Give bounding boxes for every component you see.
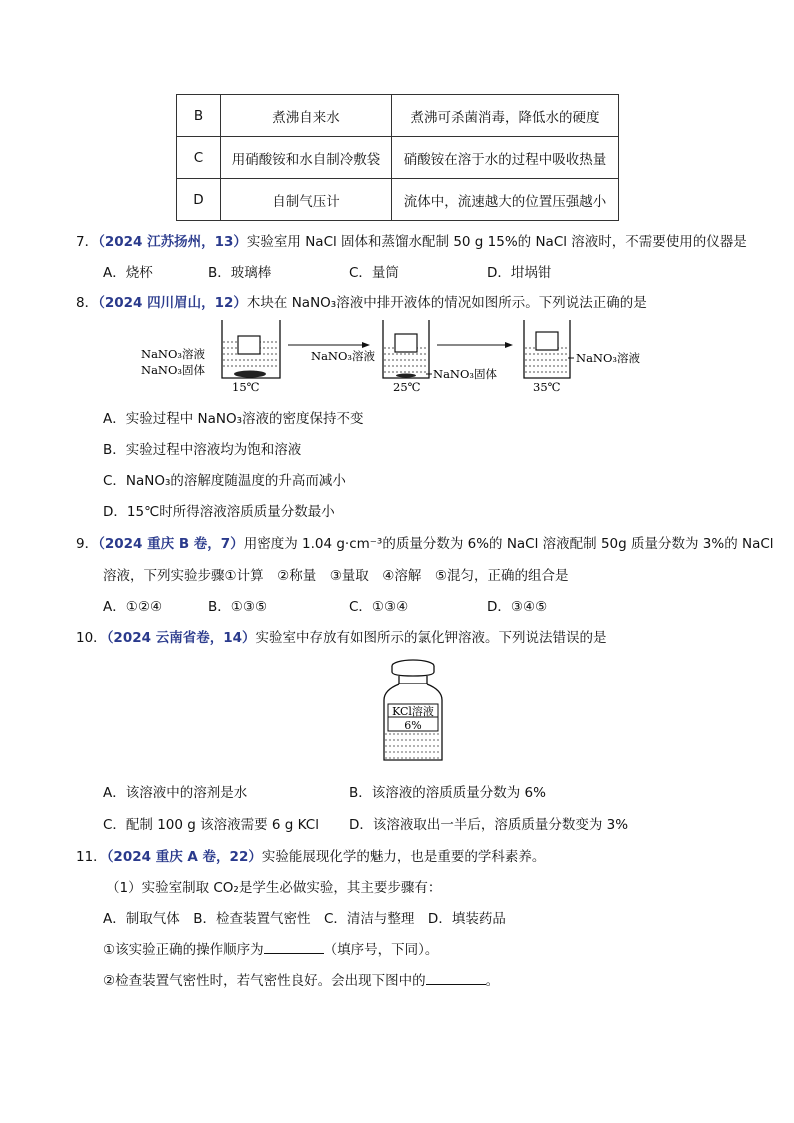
q11-part-1 <box>103 938 438 958</box>
q8-option-a: A．实验过程中 NaNO₃溶液的密度保持不变 <box>103 411 364 427</box>
question-text: ②检查装置气密性时，若气密性良好。会出现下图中的 <box>103 973 426 989</box>
q10-option-d: D．该溶液取出一半后，溶质质量分数变为 3% <box>349 817 629 833</box>
question-text: 实验室用 NaCl 固体和蒸馏水配制 50 g 15%的 NaCl 溶液时，不需要使用的仪器是 <box>246 234 747 250</box>
q9-option-d: D．③④⑤ <box>487 599 548 615</box>
q11-subquestion-1: （1）实验室制取 CO₂是学生必做实验，其主要步骤有： <box>106 880 442 896</box>
wood-block <box>238 336 260 354</box>
table-cell-option: B <box>177 95 221 137</box>
temperature-label: 25℃ <box>393 380 421 394</box>
table-row <box>177 179 619 221</box>
q8-option-d: D．15℃时所得溶液溶质质量分数最小 <box>103 504 335 520</box>
label-text: 6% <box>404 719 422 732</box>
question-source: （2024 重庆 B 卷，7） <box>98 536 244 552</box>
question-text: （填序号，下同）。 <box>323 942 439 958</box>
question-number: 7． <box>76 234 99 250</box>
question-7-stem <box>76 230 747 250</box>
q7-option-a: A．烧杯 <box>103 265 153 281</box>
table-cell-item: 用硝酸铵和水自制冷敷袋 <box>221 137 392 179</box>
beaker-15c <box>141 320 280 394</box>
label-text: KCl溶液 <box>392 705 434 718</box>
q10-option-c: C．配制 100 g 该溶液需要 6 g KCl <box>103 817 319 833</box>
figure-label: NaNO₃固体 <box>433 367 498 381</box>
wood-block <box>536 332 558 350</box>
q7-option-c: C．量筒 <box>349 265 399 281</box>
q9-option-b: B．①③⑤ <box>208 599 268 615</box>
temperature-label: 35℃ <box>533 380 561 394</box>
question-text: 实验能展现化学的魅力，也是重要的学科素养。 <box>261 849 546 865</box>
question-8-stem <box>76 291 647 311</box>
question-9-stem-line2: 溶液，下列实验步骤①计算 ②称量 ③量取 ④溶解 ⑤混匀，正确的组合是 <box>103 568 569 584</box>
question-source: （2024 江苏扬州，13） <box>98 234 247 250</box>
figure-label: NaNO₃溶液 <box>141 347 206 361</box>
beaker-25c <box>311 320 498 394</box>
table-cell-reason: 煮沸可杀菌消毒，降低水的硬度 <box>392 95 619 137</box>
arrow-head <box>362 342 370 348</box>
question-source: （2024 四川眉山，12） <box>98 295 247 311</box>
table-cell-option: C <box>177 137 221 179</box>
table-cell-item: 自制气压计 <box>221 179 392 221</box>
reagent-bottle-figure <box>378 654 458 766</box>
question-11-stem <box>76 845 545 865</box>
answer-blank[interactable] <box>426 972 486 985</box>
question-number: 11． <box>76 849 107 865</box>
figure-label: NaNO₃固体 <box>141 363 206 377</box>
question-source: （2024 云南省卷，14） <box>106 630 256 646</box>
question-text: 用密度为 1.04 g·cm⁻³的质量分数为 6%的 NaCl 溶液配制 50g 质量分数为 3%的 NaCl <box>243 536 774 552</box>
q7-option-b: B．玻璃棒 <box>208 265 272 281</box>
q10-option-a: A．该溶液中的溶剂是水 <box>103 785 248 801</box>
q9-option-a: A．①②④ <box>103 599 163 615</box>
wood-block <box>395 334 417 352</box>
question-source: （2024 重庆 A 卷，22） <box>106 849 262 865</box>
question-number: 8． <box>76 295 99 311</box>
q8-option-c: C．NaNO₃的溶解度随温度的升高而减小 <box>103 473 346 489</box>
table-cell-reason: 硝酸铵在溶于水的过程中吸收热量 <box>392 137 619 179</box>
beaker-figure <box>140 312 660 402</box>
q9-option-c: C．①③④ <box>349 599 409 615</box>
figure-label: NaNO₃溶液 <box>576 351 641 365</box>
arrow-head <box>505 342 513 348</box>
table-row <box>177 95 619 137</box>
question-10-stem <box>76 626 607 646</box>
q8-option-b: B．实验过程中溶液均为饱和溶液 <box>103 442 302 458</box>
question-text: 实验室中存放有如图所示的氯化钾溶液。下列说法错误的是 <box>255 630 607 646</box>
solid-pile <box>234 371 266 378</box>
figure-label: NaNO₃溶液 <box>311 349 376 363</box>
table-cell-item: 煮沸自来水 <box>221 95 392 137</box>
bottle-neck <box>399 676 427 684</box>
solid-pile <box>396 374 416 378</box>
q11-part-2 <box>103 969 499 989</box>
question-number: 9． <box>76 536 99 552</box>
beaker-35c <box>524 320 641 394</box>
table-row <box>177 137 619 179</box>
q10-option-b: B．该溶液的溶质质量分数为 6% <box>349 785 546 801</box>
q7-option-d: D．坩埚钳 <box>487 265 552 281</box>
question-9-stem <box>76 532 774 552</box>
answer-blank[interactable] <box>264 941 324 954</box>
table-cell-option: D <box>177 179 221 221</box>
question-text: 。 <box>485 973 500 989</box>
question-text: ①该实验正确的操作顺序为 <box>103 942 264 958</box>
q11-steps: A．制取气体 B．检查装置气密性 C．清洁与整理 D．填装药品 <box>103 911 506 927</box>
table-cell-reason: 流体中，流速越大的位置压强越小 <box>392 179 619 221</box>
options-table <box>176 94 619 221</box>
question-number: 10． <box>76 630 107 646</box>
temperature-label: 15℃ <box>232 380 260 394</box>
question-text: 木块在 NaNO₃溶液中排开液体的情况如图所示。下列说法正确的是 <box>246 295 647 311</box>
